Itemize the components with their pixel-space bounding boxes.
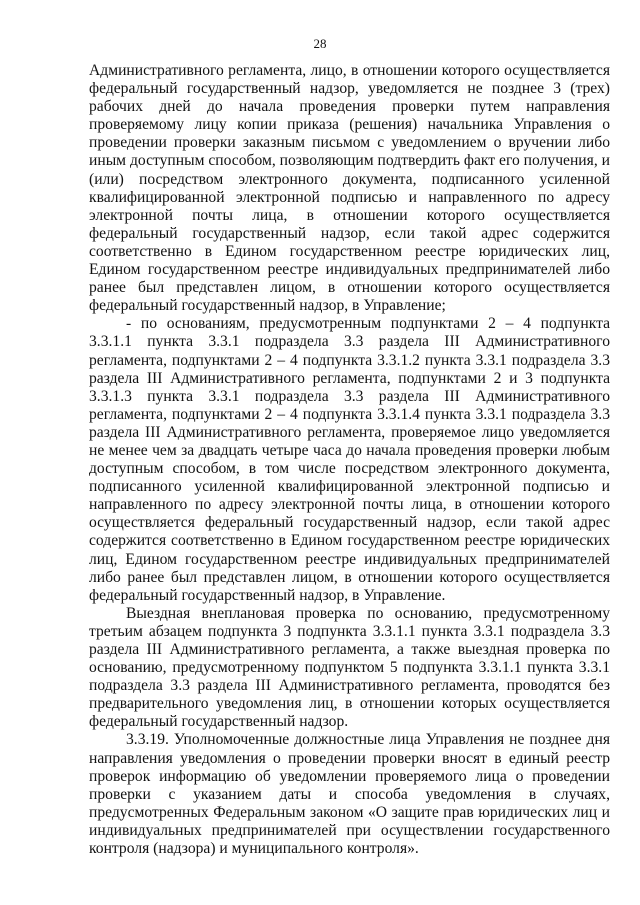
paragraph-continuation: Административного регламента, лицо, в отношении которого осуществляется федеральный государственный надзор, уведомляется не позднее 3 (трех) рабочих дней до начала проведения проверки путем направления проверяемому лицу копии приказа (решения) начальника Управления о проведении проверки заказным письмом с уведомлением о вручении либо иным доступным способом, позволяющим подтвердить факт его получения, и (или) посредством электронного документа, подписанного усиленной квалифицированной электронной подписью и направленного по адресу электронной почты лица, в отношении которого осуществляется федеральный государственный надзор, если такой адрес содержится соответственно в Едином государственном реестре юридических лиц, Едином государственном реестре индивидуальных предпринимателей либо ранее был представлен лицом, в отношении которого осуществляется федеральный государственный надзор, в Управление; (89, 62, 610, 315)
document-body (89, 62, 610, 858)
page-number: 28 (313, 36, 327, 51)
paragraph-unscheduled-inspection: Выездная внеплановая проверка по основанию, предусмотренному третьим абзацем подпункта 3 подпункта 3.3.1.1 пункта 3.3.1 подраздела 3.3 раздела III Административного регламента, а также выездная проверка по основанию, предусмотренному подпунктом 5 подпункта 3.3.1.1 пункта 3.3.1 подраздела 3.3 раздела III Административного регламента, проводятся без предварительного уведомления лиц, в отношении которых осуществляется федеральный государственный надзор. (89, 604, 610, 731)
paragraph-3-3-19: 3.3.19. Уполномоченные должностные лица Управления не позднее дня направления уведомления о проведении проверки вносят в единый реестр проверок информацию об уведомлении проверяемого лица о проведении проверки с указанием даты и способа уведомления в случаях, предусмотренных Федеральным законом «О защите прав юридических лиц и индивидуальных предпринимателей при осуществлении государственного контроля (надзора) и муниципального контроля». (89, 731, 610, 858)
paragraph-grounds-notice: - по основаниям, предусмотренным подпунктами 2 – 4 подпункта 3.3.1.1 пункта 3.3.1 подраздела 3.3 раздела III Административного регламента, подпунктами 2 – 4 подпункта 3.3.1.2 пункта 3.3.1 подраздела 3.3 раздела III Административного регламента, подпунктами 2 и 3 подпункта 3.3.1.3 пункта 3.3.1 подраздела 3.3 раздела III Административного регламента, подпунктами 2 – 4 подпункта 3.3.1.4 пункта 3.3.1 подраздела 3.3 раздела III Административного регламента, проверяемое лицо уведомляется не менее чем за двадцать четыре часа до начала проведения проверки любым доступным способом, в том числе посредством электронного документа, подписанного усиленной квалифицированной электронной подписью и направленного по адресу электронной почты лица, в отношении которого осуществляется федеральный государственный надзор, если такой адрес содержится соответственно в Едином государственном реестре юридических лиц, Едином государственном реестре индивидуальных предпринимателей либо ранее был представлен лицом, в отношении которого осуществляется федеральный государственный надзор, в Управление. (89, 315, 610, 604)
